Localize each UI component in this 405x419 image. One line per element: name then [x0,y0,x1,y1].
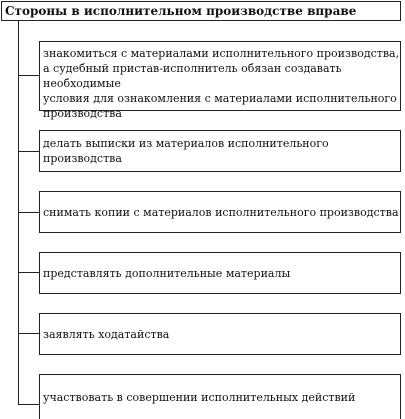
right-item-3-text: снимать копии с материалов исполнительного производства [43,205,399,219]
right-item-1-text [43,46,400,121]
right-item-3 [39,191,401,233]
right-item-1-line-3: условия для ознакомления с материалами исполнительного [43,92,397,105]
right-item-1-line-2: а судебный пристав-исполнитель обязан создавать необходимые [43,62,342,90]
right-item-5-text: заявлять ходатайства [43,327,170,341]
right-item-6-text: участвовать в совершении исполнительных действий [43,390,356,404]
right-item-4-text: представлять дополнительные материалы [43,266,291,280]
connector-branch-1 [18,75,40,76]
right-item-1 [39,41,401,120]
connector-branch-3 [18,212,40,213]
right-item-1-line-4: производства [43,107,122,120]
diagram-title: Стороны в исполнительном производстве вправе [1,1,401,21]
connector-branch-5 [18,333,40,334]
right-item-6 [39,374,401,419]
right-item-1-line-1: знакомиться с материалами исполнительного производства, [43,47,400,60]
connector-branch-4 [18,272,40,273]
connector-branch-2 [18,151,40,152]
right-item-5 [39,313,401,355]
right-item-2 [39,130,401,172]
right-item-2-text: делать выписки из материалов исполнительного производства [43,137,329,165]
connector-branch-6 [18,404,40,405]
right-item-4 [39,252,401,294]
